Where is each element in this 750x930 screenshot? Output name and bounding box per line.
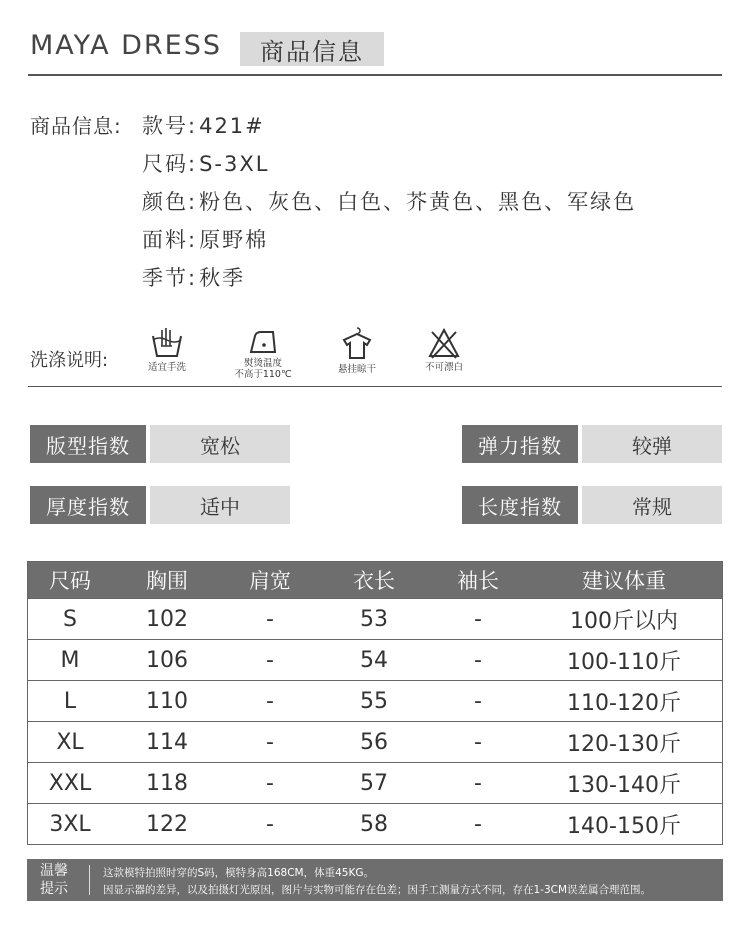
care-no-bleach [399, 326, 489, 373]
no-bleach-icon [426, 326, 462, 360]
table-cell: XXL [48, 770, 92, 796]
table-cell: L [63, 688, 77, 714]
fit-index-value: 宽松 [150, 425, 290, 463]
thickness-index-label: 厚度指数 [30, 486, 146, 524]
fit-index-label: 版型指数 [30, 425, 146, 463]
table-cell: 120-130斤 [567, 731, 681, 757]
table-cell: 56 [360, 729, 388, 755]
table-cell: 57 [360, 770, 388, 796]
table-row [28, 803, 722, 844]
thickness-index-value: 适中 [150, 486, 290, 524]
hand-wash-icon [149, 326, 185, 360]
table-cell: 58 [360, 811, 388, 837]
table-header-cell: 衣长 [353, 569, 395, 593]
tip-title-line: 提示 [40, 881, 68, 897]
table-cell: - [266, 647, 274, 673]
info-key: 款号: [142, 114, 198, 138]
table-header-cell: 袖长 [457, 569, 499, 593]
table-cell: S [63, 606, 77, 632]
table-cell: - [266, 729, 274, 755]
table-cell: 100斤以内 [570, 608, 678, 634]
table-header-cell: 肩宽 [249, 569, 291, 593]
care-iron [218, 326, 308, 380]
care-caption: 熨烫温度 不高于110℃ [234, 358, 292, 380]
table-cell: 55 [360, 688, 388, 714]
section-title: 商品信息 [240, 32, 384, 66]
tip-line-2: 因显示器的差异，以及拍摄灯光原因，图片与实物可能存在色差；因手工测量方式不同，存在1-3CM误差属合理范围。 [103, 884, 652, 896]
hang-dry-icon [339, 326, 375, 362]
care-hang-dry [312, 326, 402, 375]
table-cell: 130-140斤 [567, 772, 681, 798]
info-value: 秋季 [199, 266, 246, 290]
info-style-number [142, 110, 265, 140]
size-table [27, 561, 723, 845]
table-cell: 102 [146, 606, 188, 632]
info-key: 尺码: [142, 152, 198, 176]
table-cell: - [474, 606, 482, 632]
table-cell: 122 [146, 811, 188, 837]
tip-line-1: 这款模特拍照时穿的S码，模特身高168CM，体重45KG。 [103, 867, 374, 879]
table-row [28, 721, 722, 762]
tip-separator [89, 865, 90, 895]
table-cell: 53 [360, 606, 388, 632]
care-caption: 不可漂白 [424, 362, 463, 373]
info-value: S-3XL [199, 152, 270, 176]
table-header-cell: 尺码 [49, 569, 91, 593]
table-cell: 140-150斤 [567, 813, 681, 839]
info-value: 原野棉 [199, 228, 269, 252]
product-info-label: 商品信息: [30, 114, 122, 138]
iron-icon [245, 326, 281, 356]
table-cell: 100-110斤 [567, 649, 681, 675]
table-header-row [28, 562, 722, 598]
care-label: 洗涤说明: [30, 350, 109, 371]
table-cell: - [266, 606, 274, 632]
care-caption: 适宜手洗 [147, 362, 186, 373]
table-cell: - [474, 770, 482, 796]
table-cell: 118 [146, 770, 188, 796]
info-colors [142, 186, 636, 216]
tip-banner [27, 859, 723, 901]
elasticity-index-label: 弹力指数 [462, 425, 578, 463]
table-row [28, 639, 722, 680]
table-cell: - [474, 688, 482, 714]
table-cell: - [474, 729, 482, 755]
info-key: 面料: [142, 228, 198, 252]
care-hand-wash [122, 326, 212, 373]
tip-title-line: 温馨 [40, 863, 68, 879]
table-header-cell: 胸围 [146, 569, 188, 593]
info-key: 季节: [142, 266, 198, 290]
table-cell: 54 [360, 647, 388, 673]
table-cell: 110-120斤 [567, 690, 681, 716]
elasticity-index-value: 较弹 [582, 425, 722, 463]
table-header-cell: 建议体重 [582, 569, 666, 593]
table-cell: - [266, 811, 274, 837]
info-season [142, 262, 245, 292]
table-row [28, 598, 722, 639]
tip-title [35, 862, 73, 898]
length-index-label: 长度指数 [462, 486, 578, 524]
table-cell: - [474, 811, 482, 837]
table-cell: M [60, 647, 80, 673]
table-cell: - [266, 688, 274, 714]
table-cell: XL [56, 729, 84, 755]
table-cell: - [266, 770, 274, 796]
table-cell: 114 [146, 729, 188, 755]
info-value: 粉色、灰色、白色、芥黄色、黑色、军绿色 [199, 190, 637, 214]
divider [28, 74, 722, 76]
divider [28, 386, 722, 387]
info-sizes [142, 148, 269, 178]
table-cell: 3XL [49, 811, 91, 837]
table-cell: - [474, 647, 482, 673]
length-index-value: 常规 [582, 486, 722, 524]
table-cell: 110 [146, 688, 188, 714]
info-fabric [142, 224, 268, 254]
info-value: 421# [199, 114, 265, 138]
brand-name: MAYA DRESS [30, 30, 223, 61]
care-caption: 悬挂晾干 [337, 364, 376, 375]
info-key: 颜色: [142, 190, 198, 214]
table-cell: 106 [146, 647, 188, 673]
table-row [28, 762, 722, 803]
table-row [28, 680, 722, 721]
